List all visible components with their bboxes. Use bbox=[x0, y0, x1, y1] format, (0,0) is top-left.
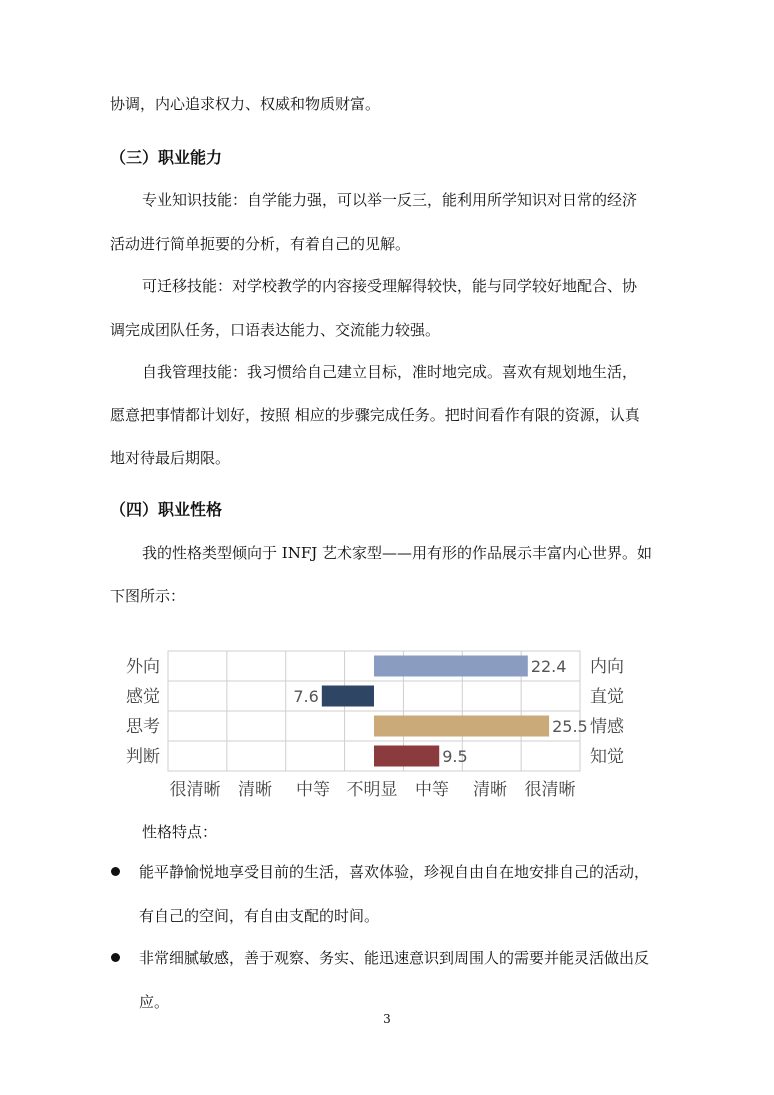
bullet-dot bbox=[111, 867, 120, 876]
paragraph-line: 地对待最后期限。 bbox=[110, 449, 231, 467]
left-trait-label: 思考 bbox=[126, 717, 160, 737]
paragraph-line: 协调，内心追求权力、权威和物质财富。 bbox=[110, 95, 381, 113]
bar bbox=[374, 746, 439, 767]
paragraph-line: 可迁移技能：对学校教学的内容接受理解得较快，能与同学较好地配合、协 bbox=[142, 277, 638, 295]
bullet-line: 非常细腻敏感，善于观察、务实、能迅速意识到周围人的需要并能灵活做出反 bbox=[139, 949, 650, 967]
data-label: 22.4 bbox=[530, 657, 567, 676]
left-trait-label: 判断 bbox=[126, 747, 160, 767]
x-tick-label: 清晰 bbox=[238, 780, 272, 800]
data-label: 25.5 bbox=[552, 717, 588, 736]
x-tick-label: 中等 bbox=[415, 780, 449, 800]
paragraph-line: 调完成团队任务，口语表达能力、交流能力较强。 bbox=[110, 321, 441, 339]
left-trait-label: 外向 bbox=[126, 657, 160, 677]
right-trait-label: 内向 bbox=[590, 657, 624, 677]
paragraph-line: 下图所示： bbox=[110, 587, 186, 605]
bullet-dot bbox=[111, 953, 120, 962]
section-heading-personality: （四）职业性格 bbox=[110, 500, 223, 519]
bar bbox=[374, 716, 549, 737]
x-tick-label: 很清晰 bbox=[169, 780, 221, 800]
bar bbox=[374, 656, 528, 677]
paragraph-line: 我的性格类型倾向于 INFJ 艺术家型——用有形的作品展示丰富内心世界。如 bbox=[142, 544, 653, 562]
paragraph-line: 专业知识技能：自学能力强，可以举一反三，能利用所学知识对日常的经济 bbox=[142, 191, 638, 209]
personality-chart bbox=[110, 643, 640, 803]
bullet-line: 能平静愉悦地享受目前的生活，喜欢体验，珍视自由自在地安排自己的活动， bbox=[139, 863, 650, 881]
right-trait-label: 知觉 bbox=[590, 747, 624, 767]
x-tick-label: 中等 bbox=[296, 780, 330, 800]
left-trait-label: 感觉 bbox=[126, 687, 160, 707]
section-heading-ability: （三）职业能力 bbox=[110, 148, 223, 167]
right-trait-label: 情感 bbox=[590, 717, 624, 737]
page-number: 3 bbox=[383, 1012, 391, 1026]
x-tick-label: 很清晰 bbox=[524, 780, 576, 800]
bullet-line: 应。 bbox=[139, 993, 170, 1011]
x-tick-label: 清晰 bbox=[473, 780, 507, 800]
data-label: 9.5 bbox=[442, 747, 468, 766]
paragraph-line: 愿意把事情都计划好，按照 相应的步骤完成任务。把时间看作有限的资源，认真 bbox=[110, 406, 640, 424]
x-tick-label: 不明显 bbox=[346, 780, 398, 800]
paragraph-line: 活动进行简单扼要的分析，有着自己的见解。 bbox=[110, 235, 411, 253]
paragraph-line: 自我管理技能：我习惯给自己建立目标，准时地完成。喜欢有规划地生活， bbox=[142, 363, 638, 381]
bullet-line: 有自己的空间，有自由支配的时间。 bbox=[139, 907, 380, 925]
bar bbox=[322, 686, 374, 707]
right-trait-label: 直觉 bbox=[590, 687, 624, 707]
data-label: 7.6 bbox=[293, 687, 319, 706]
traits-label: 性格特点： bbox=[142, 823, 218, 841]
